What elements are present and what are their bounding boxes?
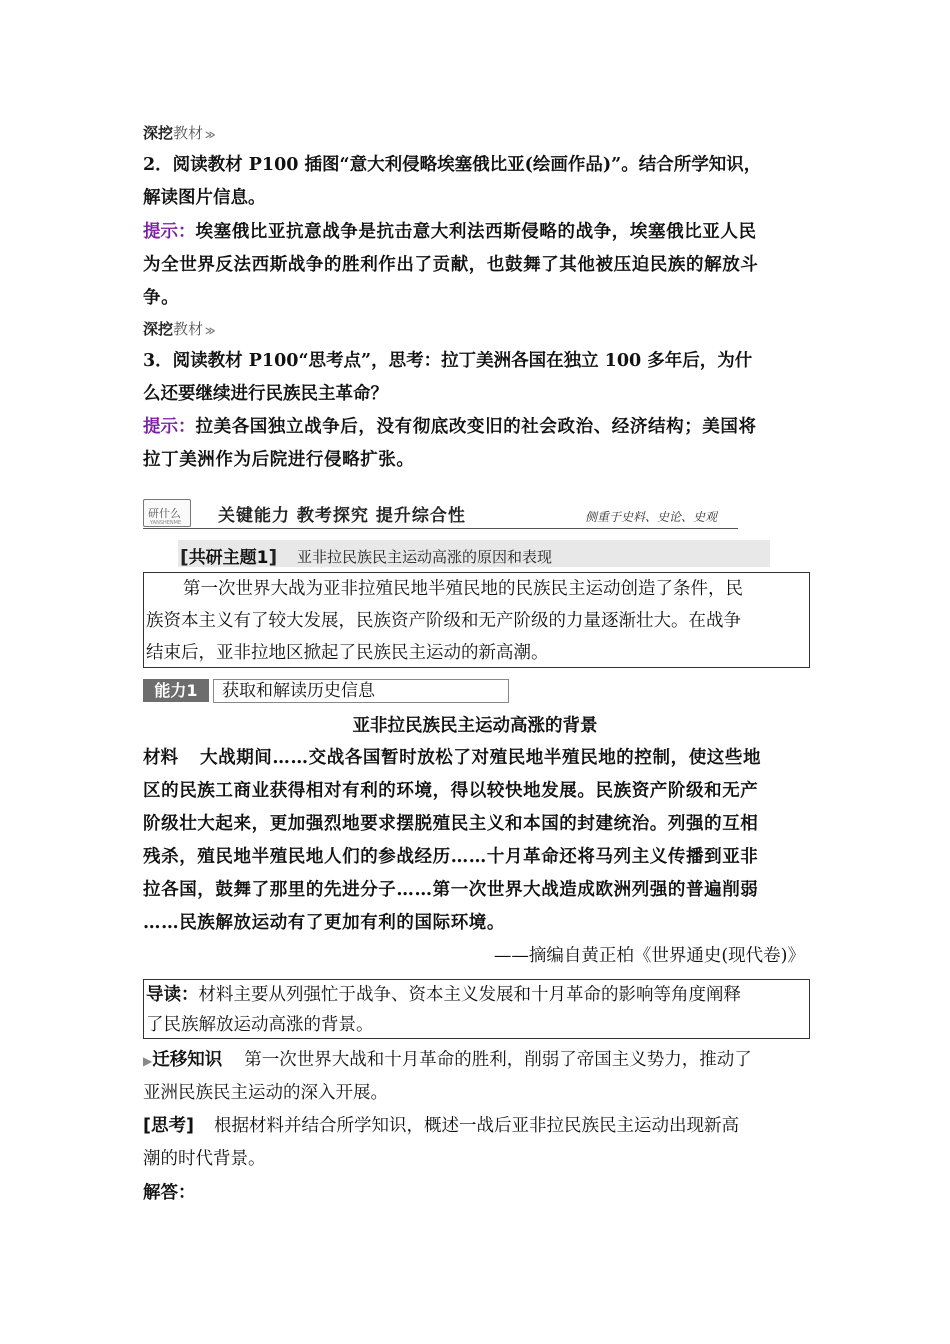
material-line-2: 区的民族工商业获得相对有利的环境，得以较快地发展。民族资产阶级和无产 [143, 781, 759, 801]
think-line-1 [143, 1110, 739, 1143]
dig-label-b: 教材 [173, 320, 204, 338]
material-source: ——摘编自黄正柏《世界通史(现代卷)》 [493, 946, 805, 966]
section-note: 侧重于史料、史论、史观 [585, 510, 718, 524]
dig-textbook-label-2 [143, 318, 216, 339]
transfer-text: 第一次世界大战和十月革命的胜利，削弱了帝国主义势力，推动了 [244, 1050, 752, 1070]
material-heading: 亚非拉民族民主运动高涨的背景 [352, 716, 598, 736]
intro-line-3: 结束后，亚非拉地区掀起了民族民主运动的新高潮。 [146, 643, 549, 663]
question-2-line-1: 2．阅读教材 P100 插图“意大利侵略埃塞俄比亚(绘画作品)”。结合所学知识， [143, 155, 762, 175]
question-3-line-1: 3．阅读教材 P100“思考点”，思考：拉丁美洲各国在独立 100 多年后，为什 [143, 351, 753, 371]
question-2-line-2: 解读图片信息。 [143, 188, 266, 208]
guide-text: 材料主要从列强忙于战争、资本主义发展和十月革命的影响等角度阐释 [198, 985, 741, 1005]
material-line-6: ……民族解放运动有了更加有利的国际环境。 [143, 913, 505, 933]
answer-label: 解答： [143, 1183, 196, 1203]
transfer-line-2: 亚洲民族民主运动的深入开展。 [143, 1083, 388, 1103]
triangle-right-icon: ▶ [143, 1054, 153, 1068]
topic-label: [共研主题1] [180, 546, 278, 568]
logo-text: 研什么 [148, 507, 181, 520]
material-line-3: 阶级壮大起来，更加强烈地要求摆脱殖民主义和本国的封建统治。列强的互相 [143, 814, 759, 834]
topic-label-text: 共研主题1 [188, 548, 269, 568]
dig-label-a: 深挖 [143, 124, 174, 142]
hint-label: 提示： [143, 417, 196, 437]
guide-label: 导读： [146, 985, 199, 1005]
double-chevron-icon: ≫ [205, 130, 216, 141]
material-label: 材料 [143, 748, 178, 768]
hint-text: 埃塞俄比亚抗意战争是抗击意大利法西斯侵略的战争，埃塞俄比亚人民 [195, 222, 757, 242]
guide-line-1 [146, 979, 741, 1012]
material-text: 大战期间……交战各国暂时放松了对殖民地半殖民地的控制，使这些地 [200, 748, 762, 768]
think-text: 根据材料并结合所学知识，概述一战后亚非拉民族民主运动出现新高 [214, 1116, 739, 1136]
intro-line-1: 第一次世界大战为亚非拉殖民地半殖民地的民族民主运动创造了条件，民 [183, 579, 743, 599]
intro-line-2: 族资本主义有了较大发展，民族资产阶级和无产阶级的力量逐渐壮大。在战争 [146, 611, 741, 631]
guide-line-2: 了民族解放运动高涨的背景。 [146, 1015, 374, 1035]
hint-label: 提示： [143, 222, 196, 242]
ability-title: 获取和解读历史信息 [222, 681, 375, 701]
hint-3-line-2: 拉丁美洲作为后院进行侵略扩张。 [143, 450, 415, 470]
hint-2-line-3: 争。 [143, 288, 180, 308]
question-3-line-2: 么还要继续进行民族民主革命？ [143, 384, 388, 404]
hint-2-line-2: 为全世界反法西斯战争的胜利作出了贡献，也鼓舞了其他被压迫民族的解放斗 [143, 255, 759, 275]
hint-3-line-1 [143, 411, 757, 444]
transfer-line-1 [143, 1044, 752, 1078]
section-logo [143, 499, 191, 527]
dig-label-b: 教材 [173, 124, 204, 142]
hint-text: 拉美各国独立战争后，没有彻底改变旧的社会政治、经济结构；美国将 [195, 417, 757, 437]
material-line-1 [143, 742, 761, 775]
think-line-2: 潮的时代背景。 [143, 1149, 266, 1169]
think-label: [思考] [143, 1116, 194, 1136]
ability-tag: 能力1 [143, 679, 209, 702]
double-chevron-icon: ≫ [205, 326, 216, 337]
hint-2-line-1 [143, 216, 757, 249]
logo-subtext: YANSHENME [150, 520, 182, 526]
material-line-4: 残杀，殖民地半殖民地人们的参战经历……十月革命还将马列主义传播到亚非 [143, 847, 759, 867]
section-title: 关键能力 教考探究 提升综合性 [218, 506, 466, 526]
topic-title: 亚非拉民族民主运动高涨的原因和表现 [297, 548, 553, 566]
dig-textbook-label-1 [143, 122, 216, 143]
material-line-5: 拉各国，鼓舞了那里的先进分子……第一次世界大战造成欧洲列强的普遍削弱 [143, 880, 759, 900]
transfer-label: 迁移知识 [152, 1050, 223, 1070]
dig-label-a: 深挖 [143, 320, 174, 338]
